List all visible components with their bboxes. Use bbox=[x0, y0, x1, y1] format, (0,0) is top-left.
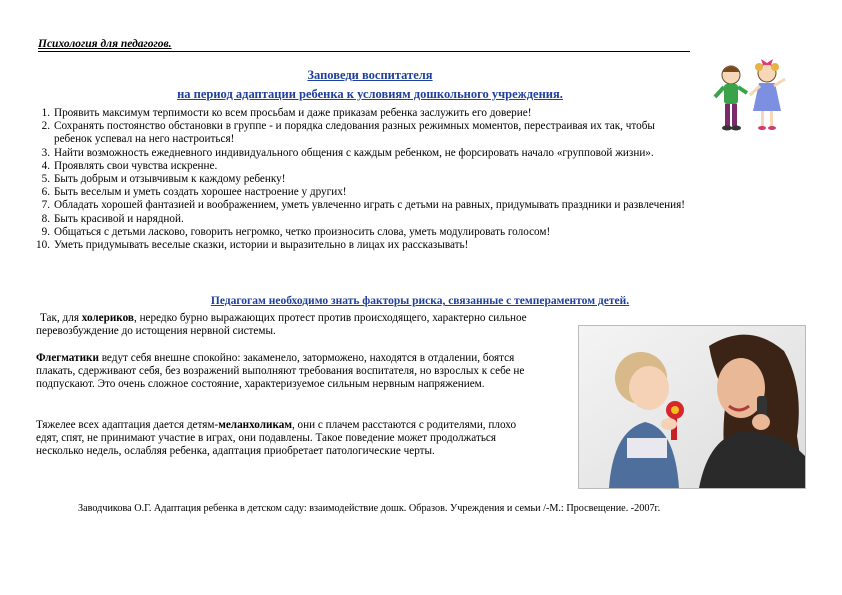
document-header: Психология для педагогов. bbox=[38, 38, 690, 52]
list-item: 5. Быть добрым и отзывчивым к каждому ребенку! bbox=[41, 173, 286, 186]
paragraph-melancholics: Тяжелее всех адаптация дается детям-меланхоликам, они с плачем расстаются с родителями, плохо едят, спят, не принимают участие в играх, они подавлены. Такое поведение может продолжаться несколько недель, ослабляя ребенка, адаптация приобретает патологические черты. bbox=[36, 419, 517, 458]
section-subheading: Педагогам необходимо знать факторы риска, связанные с темпераментом детей. bbox=[210, 295, 630, 307]
title-line-1: Заповеди воспитателя bbox=[307, 68, 433, 82]
list-item: 3. Найти возможность ежедневного индивидуального общения с каждым ребенком, не форсировать начало «групповой жизни». bbox=[41, 146, 654, 159]
list-item: 1. Проявить максимум терпимости ко всем просьбам и даже приказам ребенка заслужить его доверие! bbox=[41, 107, 532, 119]
list-item: 10. Уметь придумывать веселые сказки, истории и выразительно в лицах их рассказывать! bbox=[36, 239, 469, 252]
list-item: 2. Сохранять постоянство обстановки в группе - и порядка следования разных режимных моментов, перестраивая их так, чтобы ребенок успевал на него настроиться! bbox=[41, 120, 655, 146]
list-item: 4. Проявлять свои чувства искренне. bbox=[41, 159, 218, 172]
list-item: 7. Обладать хорошей фантазией и воображением, уметь увлеченно играть с детьми на равных, придумывать праздники и развлечения! bbox=[41, 199, 686, 212]
list-item: 6. Быть веселым и уметь создать хорошее настроение у других! bbox=[41, 186, 347, 199]
paragraph-phlegmatics: Флегматики ведут себя внешне спокойно: закаменело, заторможено, находятся в отдалении, боятся плакать, сдерживают себя, без возражений выполняют требования воспитателя, но взрослых к себе не подпускают. Это очень сложное состояние, характеризуемое сильным нервным напряжением. bbox=[36, 352, 525, 391]
paragraph-cholerics: Так, для холериков, нередко бурно выражающих протест против происходящего, характерно сильное перевозбуждение до истощения нервной системы. bbox=[36, 312, 527, 338]
bibliographic-reference: Заводчикова О.Г. Адаптация ребенка в детском саду: взаимодействие дошк. Образов. Учреждения и семьи /-М.: Просвещение. -2007г. bbox=[78, 503, 661, 514]
mother-child-photo bbox=[578, 325, 806, 489]
title-line-2: на период адаптации ребенка к условиям дошкольного учреждения. bbox=[177, 87, 563, 101]
rules-list bbox=[28, 107, 808, 252]
list-item: 8. Быть красивой и нарядной. bbox=[41, 212, 184, 225]
list-item: 9. Общаться с детьми ласково, говорить негромко, четко произносить слова, уметь модулировать голосом! bbox=[41, 225, 551, 238]
